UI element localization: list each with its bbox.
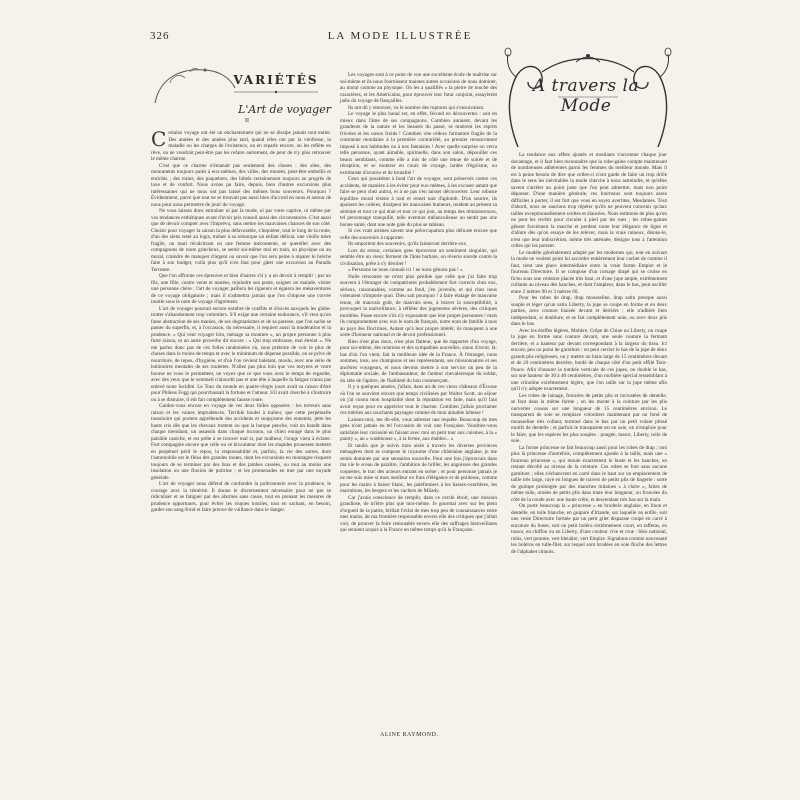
section-title-underline: [226, 88, 326, 96]
article-paragraph: On porte beaucoup la « princesse » en broderie anglaise, en linon et dentelle, en toile blanche, en guipure d'Irlande, sur laquelle on enfile, soit une veste Directoire formée par un petit gilet disparate coupé en carré à encolure du buste, soit un petit boléro extrêmement court, en taffetas, en tussor, en chiffon ou en Liberty, d'une couleur vive et crue : bleu national, rubis, vert pomme, vert bleuâtre, vert Empire. Signalons comme nouveauté les boléros en tulle-filet, sur lequel sont brodées en soie floche des lettres de l'alphabet chinois.: [511, 503, 667, 555]
article-paragraph: Ils ont dû y renoncer, vu le nombre des ruptures qui s'ensuivaient.: [348, 104, 485, 111]
article-paragraph: Ceux qui possèdent à fond l'art de voyager, sont préservés contre ces accidents, de manière à les éviter pour eux-mêmes, à les excuser autant que faire se peut chez autrui, et à ne pas s'en laisser déconcerter. Leur robuste équilibre moral résiste à tout et remet tout d'aplomb. D'un sourire, ils apaisent les colères, dissipent les mauvaises humeurs, rendent au présent sa sérénité et tout ce qui était et tout ce qui jour, au temps des réminiscences, tel personnage tranquille, telle aventure mélancolieuse au sentit pas une bonne santé, dont une note gaie du plus se tableau.: [340, 176, 497, 228]
article-paragraph: Si ces vrais artistes savent une préoccupation plus délicate encore que celle des souvenirs à rapporter.: [340, 228, 497, 241]
article-paragraph: Certains voyage ont été un enchantement qui ne se dissipe jamais tout entier. Des années et des années plus tard, quand elles ont par la vieillesse, la maladie ou les charges de l'existence, on en reparle encore, on les reflète en rêve, on ne voudrait peut-être pas les refaire autrement, de peur de n'y plus retrouver le même charme.: [151, 130, 331, 162]
article-signature: ALINE RAYMOND.: [380, 732, 439, 738]
drop-cap: C: [151, 130, 167, 151]
article-paragraph: Car j'avais conscience de remplir, dans ce cercle étroit, une mission grandiose, de m'être plus que moi-même. Je gourmai avec sur les plein d'orgueil de la patrie, brillait l'éclat de mes trop peu de connaissances entre mes mains, de ma frontière responsable envers elle des critiques que j'allait voir, de prouver la foire redoutable envers elle des suffrages bienveillants qui seraient acquis à la France en même temps qu'à la Française.: [340, 494, 497, 533]
section-title: VARIÉTÉS: [233, 73, 319, 87]
article-paragraph: L'art de voyager pourrait encore nombre de conflits et d'excès auxquels les globe-trotter s'abandonnent trop volontiers. S'il exige une certaine endurance, s'il veut qu'on fasse abstraction de ses manies, de ses dogmatismes et de sa paresse, que l'on sache se passer du superflu, et, à l'occasion, du nécessaire, il requiert aussi la modération et la prudence. « Qui veut voyager loin, ménage sa monture », un propre personne à plus forte raison, et un autre proverbe dit encore : « Qui trop embrasse, mal étreint ». Ne me parlez donc pas de ces folles randonnées où, sous prétexte de voir le plus de choses dans le moins de temps et avec le minimum de dépense possible, on se prive de nourriture, de repos, d'hygiène, et d'où l'on revient haletant, moulu, avec une série de bobinoires mentales de ses roulettes. N'allez pas plus loin que vos moyens et votre bourse ne vous le permettent, ne voyez que ce que vous avez le temps de regarder, avec des yeux que le sommeil n'alourdit pas et une tête à laquelle la fatigue n'aura pas enlevé toute lucidité. Le Tour du monde en quatre-vingts jours avait sa raison d'être pour Phileas Fogg qui pourchassait la fortune et l'amour. S'il avait cherché à s'instruire ou à se distraire, il eût fait complètement fausse route.: [151, 305, 331, 403]
article-column-1: [151, 130, 331, 738]
article-part-number: II: [245, 118, 249, 124]
article-paragraph: Le voyage le plus banal est, en effet, fécond en découvertes : soit en mieux dans l'âme de ses compagnons. Combien auraient, devant les grandeurs de la nature et les beautés du passé, se muèrent les esprits frivoles et les cœurs froids ! Combien vite cèdera l'armature fragile de la contrainte mondaine à la première contrariété, au premier renoncement imposé à nos habitudes ou à nos fantaisies ! Avec quelle surprise on verra telle personne, ayant aimable, spirituelle, dans son salon, dépouiller ces beaux semblants, comme elle a mis de côté une tenue de soirée et de réception, et se montrer en cours de voyage, lardée d'égoïsme, ou extrémiste d'avarice et de brutalité !: [340, 111, 497, 176]
article-paragraph: Et tandis que je suivis mon aisée à travers les diverses provinces ménagères dont se compose le royaume d'une châtelaine anglaise, je me sentis dominée par une sensation nouvelle. Pour une fois j'éprouvais dans ma vie le sceau de paraître, l'ambition de briller, les angoisses des grandes coquettes, le trac des acteurs entrant en scène ; et pour personne jamais je ne me suis mise si mon meilleur en frais d'élégance et de politesse, comme pour les mains à baiser blanc, les palefreniers à les basses-courtières, les marmitons, les bergers et les vachers de Milady.: [340, 442, 497, 494]
page-number: 326: [150, 30, 170, 42]
article-paragraph: Avec les étoffes légères, Mohère, Crêpe de Chine ou Liberty, on coupe la jupe en forme sans couture devant, une seule couture la fermant derrière, et a hauteur par devant correspondant à la largeur du tissu. Ici encore, peu ou point de garniture : on peut cercler le bas de la jupe de deux grands plis religieuses, ou y mettre un biais large de 15 centimètres devant et de 20 centimètres derrière, bordé de chaque côté d'un petit effilé Tom-Pouce. Afin d'assurer la tombée verticale de ces jupes, on double le bas, sur une hauteur de 30 à 40 centimètres, d'un mollière spécial ressemblant à une crinoline extrêmement légère, que l'on taille sur la jupe même afin qu'il n'y adopte exactement.: [511, 327, 667, 392]
article-paragraph: Pour les robes de drap, drap mousseline, drap satin presque aussi souple et léger qu'un satin Liberty, la jupe se coupe en forme et en deux parties, avec couture biaisée devant et derrière ; elle n'adhère bien indépendant, si doublure, et se fait complètement unie, ou avec deux plis dans le bas.: [511, 295, 667, 327]
article-paragraph: Rien n'est plus doux, n'est plus flatteur, que de rapporter d'un voyage, pour soi-même, des relations et des sympathies nouvelles, sinon d'avoir, là-bas d'où l'on vient, fait la meilleure idée de la France. À l'étranger, nous sommes, tous, ses champions et ses représentants, ses missionnaires et ses ancêtres voyageurs, et nous devons mettre à son service un peu de la diplomatie sociale, de l'ambassadeur, de l'ardeur chevaleresque du soldat, du zèle de l'apôtre, de l'habileté du bon commerçant.: [340, 338, 497, 384]
article-column-2: [340, 72, 497, 717]
article-paragraph: Que l'on affronte ces épreuves et bien d'autres s'il y a un devoir à remplir ; par un fils, une fille, contre vents et marées, rejoindre son poste, soigner un malade, visiter une personne chère ; l'art de voyager palliera les rigueurs et égaiera les mésaventures de ce voyage obligatoire ; mais il n'admettra jamais que l'on s'impose une corvée inutile sous le nom de voyage d'agrément.: [151, 273, 331, 305]
article-paragraph: Les robes de lainage, froncées de petits plis et incrustées de dentelle, se font dans la même forme ; on les monte à la ceinture par les plis ourvertes cousus sur une longueur de 15 centimètres environ. Le transparent de soie se remplace volontiers maintenant par un fond de mousseline très collant, terminé dans le bas par un petit volant plissé motifs de dentelle ; et parfois le transparent est en soie, on n'emploie pour le faire, que les espèces les plus souples : pongée, tussor, Liberty, toile de soie.: [511, 392, 667, 444]
article-paragraph: Laissez-moi, me dit-elle, vous adresser une requête. Beaucoup de mes gens n'ont jamais eu tel l'occasion de voir une Française. Voudriez-vous satisfaire leur curiosité en faisant avec moi un petit tour aux cuisines, à la « pantry », au « washhouse », à la ferme, aux étables... »: [340, 416, 497, 442]
article-paragraph: Gardez-vous encore en voyage de ces deux folles opposées : les terreurs sans raison et les vaines imprudences. Terrible boulet à traîner, que cette perpétuelle transitoire qui portent appréhende des accidents et soupçonne des ennemis, jette les hauts cris dès que les chevaux trottent ou que la barque penche, voit un bandit dans chaque mendiant, un assassin dans chaque inconnu, un chien enragé dans le plus paisible caniche, et est prête à se trouver mal si, par malheur, l'orage vient à éclater. Fort compagnie encore que celle ou ce brocanteur dont les stupides prouesses mettent en perpétuel péril le repos, la responsabilité et, parfois, la vie des autres, dont l'automobile est le fléau des grandes routes, dont les excursions en montagne risquent toujours de se terminer par des bras et des jambes cassées, ou tout au moins une insolation ou une fluxion de poitrine ; et les promenades en mer par une noyade générale.: [151, 403, 331, 481]
fashion-section-title: A travers la Mode: [532, 76, 640, 116]
article-paragraph: Il y a quelques années, j'allais, dans un de ces vieux châteaux d'Écosse où l'on se souvient encore que temps civilisées par Walter Scott, un séjour où j'ai connu mon hospitalité dont la réputation est faite, mais qu'il faut avoir reçue pour en apprécier tout le charme. Combien j'allais proclamer ces mérites aux touchants paysages comme de mon aimable hôtesse !: [340, 384, 497, 416]
article-paragraph: Le modèle généralement adopté par les modernes qui, tout en suivant la mode ne veulent point lui accorder entièrement leur cachet de comme il faut, tient une place intermédiaire entre la vraie forme Empire et le fourreau Directoire. Il se compose d'un corsage drapé qui se croise en fichu sous une ceinture placée très haut, et d'une jupe ample, extrêmement collante au niveau des hanches, et dont l'ampleur, dans le bas, peut osciller entre 2 mètres 90 et 3 mètres 60.: [511, 249, 667, 295]
article-paragraph: Ils emportent des souvenirs, qu'ils laisseront derrière eux.: [348, 241, 468, 247]
article-paragraph: La forme princesse se fait beaucoup aussi pour les robes de drap ; non plus la princesse d'autrefois, complètement ajustée à la taille, mais une « fourreau princesse », qui moule exactement le buste et les hanches, en restant décollé au niveau de la ceinture. Ces robes se font sans aucune garniture ; elles s'échancrent en carré dans le haut sur un emplacement de taille très large, rayé en longues de travers de petits plis de lingerie : sorte de guimpe prolongée par des manches mitaines « à claire », faites de même tulle, ornées de petits plis dans toute leur longueur, ou froncées du côté de la coude avec une haute crête, et descendant très bas sur la main.: [511, 444, 667, 503]
article-paragraph: Lors du retour, certaines gens éprouvent un sentiment singulier, qui semble être un vieux ferment de l'âme barbare, on rêverie sourde contre la civilisation, prête à s'y dérober !: [340, 247, 497, 267]
journal-title: LA MODE ILLUSTRÉE: [327, 30, 473, 42]
article-paragraph: Ne vous laissez donc entraîner ni par la mode, ni par votre caprice, ni même par vos tendances esthétiques avant d'avoir pris conseil aussi des circonstances. C'est aussi que de devoir compter avec l'imprévu, sans mettre les mauvaises chances de son côté. Choisir pour voyager la saison la plus défavorable, s'inquiéter, tout le long de la route, d'un des siens resté au logis, traîner à sa remorque un enfant délicat, une vieille mère fragile, un mari récalcitrant ou une femme mécontente, se quereller avec des compagnons de route grincheux, se sentir soi-même mal en train, au physique ou au moral, craindre de manquer d'argent ou savoir que l'on sera peine à réparer le brèche faite à son budget, voilà plus qu'il n'en faut pour gâter une excursion au Paradis Terrestre.: [151, 208, 331, 273]
article-paragraph: Nulle rencontre ne m'est plus pénible que celle que j'ai faite trop souvent à l'étranger de compatriotes probablement fort corrects chez eux, sérieux, raisonnables, comme au fond, j'en juvenile, et qui chez nous voleraient n'importe quoi. Dieu sait pourquoi ! à faire étalage de mauvaise tenue, de mauvais goût, de mauvais sens, à braver la susceptibilité, à provoquer la malveillance, à réfléter des jugements sévères, des critiques moribles. Passe encore s'ils n'y exposaient que leur propre personnes ! mais ils compromettent avec eux le nom de français, notre nom de famille à tous au pays des Doctrines. Autant qu'à leur propre intérêt, ils manquent à une sorte d'honneur national et de devoir professionnel.: [340, 273, 497, 338]
article-paragraph: Les voyages sont à ce point de vue une excellente école de maîtrise sur soi-même et ils nous fournissent maintes autres occasions de nous dominer, au moral comme au physique. On les a qualifiés « la pierre de touche des caractères, et les Américains, pour éprouver leur futur conjoint, essayèrent jadis du voyage de fiançailles.: [340, 72, 497, 104]
article-paragraph: La tendance aux effets ajustés et moulants s'accentue chaque jour davantage, et il faut bien reconnaître que la robe-gaine compte maintenant de nombreuses adhérentes parmi les femmes du meilleur monde. Mais il est à peine besoin de dire que celles-ci n'ont garde de faire un trop drôle dans le sens les inévitables la mode chèrche à nous astreindre, et qu'elles savent s'arrêter au point juste que l'on peut admettre, mais non point dépasser. D'une manière générale, ces fourreaux sont toujours assez difficiles à porter, il est fort que vous en soyez avertites, Mesdames. Tout d'abord, nous ne saurions trop répéter qu'ils ne peuvent convenir qu'aux tailles exceptionnellement sveltes et élancées. Nous estimons de plus qu'on ne peut les revêtir pour circuler à pied par les rues ; les robes-gaines gênent forcément la marche et perdent toute leur élégance de ligne et d'allure dès qu'on essaye de les relever, mais la vraie ruineux, disons-le, n'est que leur indiscrétion, même très atténuée, désigne tous à l'attention celles qui les portent.: [511, 152, 667, 249]
article-paragraph: L'art de voyager nous défend de confondre la poltronnerie avec la prudence, le courage avec la témérité. Il donne le discernement nécessaire pour ne pas se ridiculiser et se fatiguer par des alarmes sans cause, tout en prenant les mesures de prudence opportunes, pour éviter les risques inutiles, tout en sachant, en besoin, garder son sang-froid et faire preuve de vaillance dans le danger.: [151, 481, 331, 513]
article-paragraph: « Personne ne nous connaît ici ! ne nous gênons pas ! »: [348, 267, 463, 273]
article-column-3: [511, 152, 667, 794]
article-paragraph: C'est que ce charme n'émanait pas seulement des choses : des sites, des monuments toujours parés à eux-mêmes, des villes, des musées, peut-être embellis et enrichis ; des trains, des paquebots, des hôtels certainement toujours au progrès de luxe et de confort. Nous avons pu faire, depuis, bien d'autres excursions plus intéressantes qui ne nous ont pas laissé des mêmes bons souvenirs. Pourquoi ? Évidemment, parce que tout ne se trouvait pas aussi bien d'accord en nous et autour de nous pour nous permettre de jouir du voyage.: [151, 162, 331, 208]
article-title: L'Art de voyager: [238, 103, 331, 116]
